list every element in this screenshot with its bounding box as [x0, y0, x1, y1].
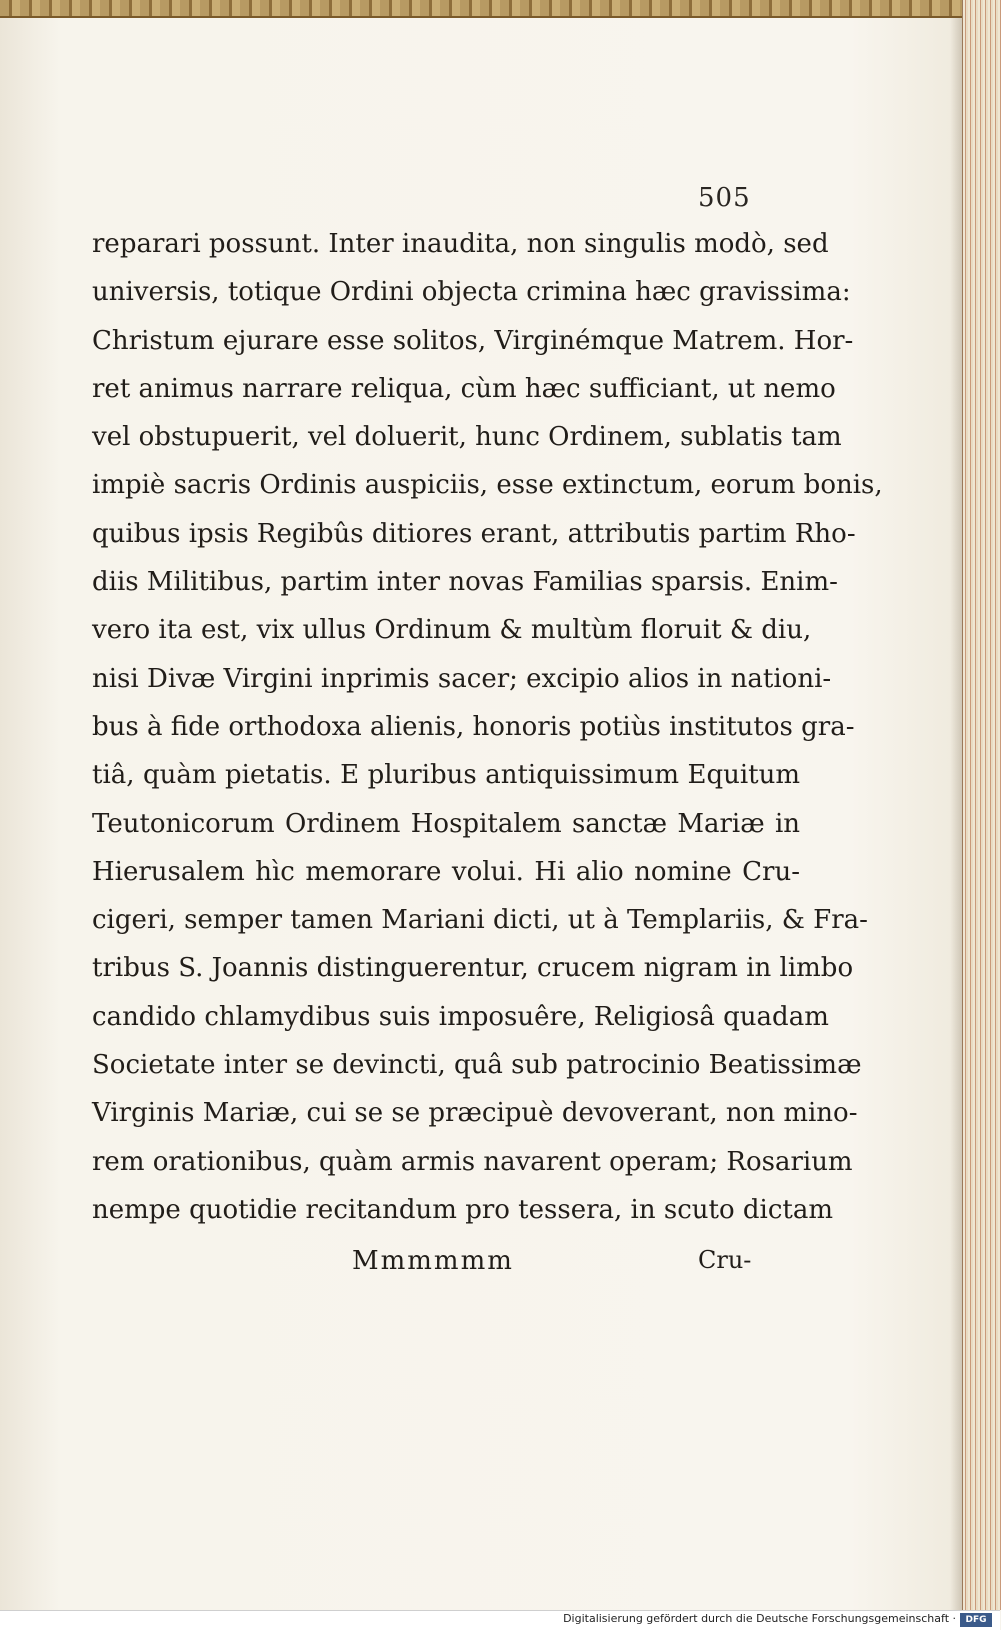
- text-line: Hierusalem hìc memorare volui. Hi alio nomine Cru-: [92, 856, 800, 887]
- body-text: [92, 220, 883, 1234]
- book-top-edge: [0, 0, 1000, 18]
- catchword: Cru-: [698, 1246, 752, 1274]
- text-line: cigeri, semper tamen Mariani dicti, ut à Templariis, & Fra-: [92, 905, 868, 936]
- text-line: Teutonicorum Ordinem Hospitalem sanctæ Mariæ in: [92, 808, 800, 839]
- text-line: candido chlamydibus suis imposuêre, Religiosâ quadam: [92, 1001, 829, 1032]
- text-line: vel obstupuerit, vel doluerit, hunc Ordinem, sublatis tam: [92, 422, 842, 453]
- text-line: Christum ejurare esse solitos, Virginémque Matrem. Hor-: [92, 325, 854, 356]
- text-line: Virginis Mariæ, cui se se præcipuè devoverant, non mino-: [92, 1098, 858, 1129]
- text-line: vero ita est, vix ullus Ordinum & multùm floruit & diu,: [92, 615, 812, 646]
- text-line: diis Militibus, partim inter novas Familias sparsis. Enim-: [92, 567, 838, 598]
- text-line: universis, totique Ordini objecta crimina hæc gravissima:: [92, 277, 851, 308]
- signature-mark: Mmmmmm: [352, 1246, 514, 1276]
- text-line: bus à fide orthodoxa alienis, honoris potiùs institutos gra-: [92, 711, 855, 742]
- book-fore-edge: [962, 0, 1001, 1610]
- text-line: quibus ipsis Regibûs ditiores erant, attributis partim Rho-: [92, 518, 856, 549]
- text-line: reparari possunt. Inter inaudita, non singulis modò, sed: [92, 229, 829, 259]
- text-line: ret animus narrare reliqua, cùm hæc sufficiant, ut nemo: [92, 373, 836, 404]
- text-line: tiâ, quàm pietatis. E pluribus antiquissimum Equitum: [92, 760, 800, 791]
- text-line: nisi Divæ Virgini inprimis sacer; excipio alios in nationi-: [92, 663, 832, 694]
- text-line: nempe quotidie recitandum pro tessera, in scuto dictam: [92, 1194, 834, 1225]
- text-line: Societate inter se devincti, quâ sub patrocinio Beatissimæ: [92, 1050, 862, 1081]
- dfg-logo: DFG: [960, 1613, 992, 1627]
- digitization-footer: [0, 1610, 1000, 1630]
- footer-credit: Digitalisierung gefördert durch die Deutsche Forschungsgemeinschaft ·: [563, 1612, 956, 1625]
- text-line: impiè sacris Ordinis auspiciis, esse extinctum, eorum bonis,: [92, 470, 883, 501]
- page-number: 505: [698, 183, 751, 213]
- text-line: rem orationibus, quàm armis navarent operam; Rosarium: [92, 1146, 853, 1177]
- text-line: tribus S. Joannis distinguerentur, crucem nigram in limbo: [92, 953, 854, 984]
